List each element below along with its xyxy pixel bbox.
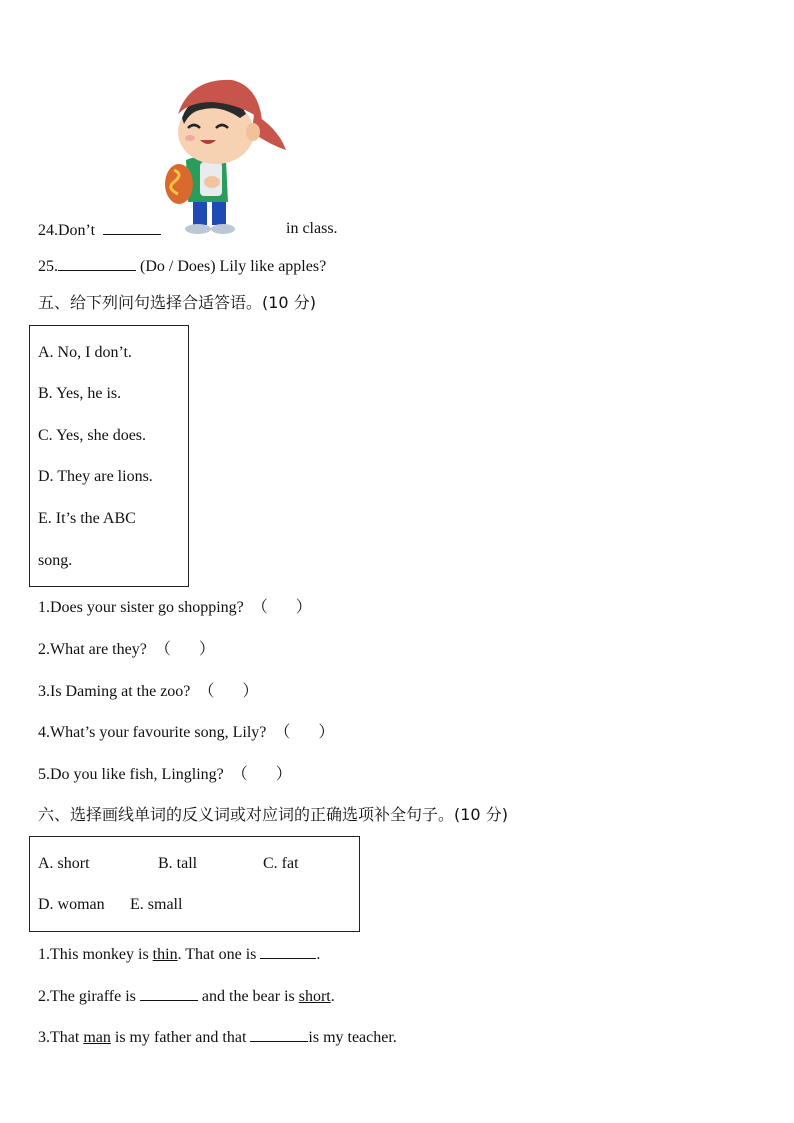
s5-question-5 [38,765,292,785]
boy-left-leg [193,199,207,225]
s5-q3-answer-paren[interactable]: （ ） [198,683,259,700]
baseball-glove [165,164,193,204]
s6-option-e: E. small [130,896,183,913]
s5-option-e-cont: song. [38,552,73,569]
q25-answer-blank[interactable] [58,255,136,271]
s5-q5-text: 5.Do you like fish, Lingling? [38,766,224,783]
s6-question-2: 2.The giraffe is and the bear is short. [38,985,335,1007]
boy-right-shoe [211,224,235,234]
section-5-heading: 五、给下列问句选择合适答语。(10 分) [38,293,316,312]
s5-q1-text: 1.Does your sister go shopping? [38,599,244,616]
s6-question-3: 3.That man is my father and that is my teacher. [38,1026,397,1048]
q25-prefix: 25. [38,258,58,275]
boy-hand [204,176,220,188]
q25-rest: (Do / Does) Lily like apples? [140,258,327,275]
s5-q2-text: 2.What are they? [38,641,147,658]
s6-q2-underlined-word: short [298,988,331,1005]
boy-blush [185,135,195,141]
s5-option-c: C. Yes, she does. [38,427,147,444]
s5-option-e: E. It’s the ABC [38,510,136,527]
s5-q2-answer-paren[interactable]: （ ） [154,641,215,658]
boy-ear [246,123,260,141]
s6-option-a: A. short [38,855,90,872]
section-6-heading: 六、选择画线单词的反义词或对应词的正确选项补全句子。(10 分) [38,805,508,824]
question-25 [38,255,326,277]
s5-option-b: B. Yes, he is. [38,385,122,402]
boy-cartoon-illustration [160,74,290,236]
s5-option-a: A. No, I don’t. [38,344,132,361]
q24-answer-blank[interactable] [103,219,161,235]
question-24 [38,219,161,241]
s6-q3-underlined-word: man [83,1029,111,1046]
s5-question-1 [38,598,312,618]
s6-question-1: 1.This monkey is thin. That one is . [38,943,320,965]
s6-option-d: D. woman [38,896,105,913]
s5-q3-text: 3.Is Daming at the zoo? [38,683,191,700]
s6-q1-underlined-word: thin [152,946,178,963]
s5-question-4 [38,723,334,743]
section-5-options-box [29,325,189,587]
s5-q4-text: 4.What’s your favourite song, Lily? [38,724,267,741]
s5-q5-answer-paren[interactable]: （ ） [231,766,292,783]
s5-option-d: D. They are lions. [38,468,153,485]
boy-left-shoe [185,224,211,234]
s6-option-b: B. tall [158,855,198,872]
s6-q3-answer-blank[interactable] [250,1026,308,1042]
s5-question-2 [38,640,215,660]
section-6-options-box [29,836,360,932]
q24-prefix: 24.Don’t [38,222,96,239]
boy-right-leg [212,199,226,225]
q24-suffix: in class. [286,220,338,237]
s5-q1-answer-paren[interactable]: （ ） [251,599,312,616]
s6-q1-answer-blank[interactable] [260,943,316,959]
s6-option-c: C. fat [263,855,299,872]
s5-question-3 [38,682,258,702]
s6-q2-answer-blank[interactable] [140,985,198,1001]
s5-q4-answer-paren[interactable]: （ ） [274,724,335,741]
